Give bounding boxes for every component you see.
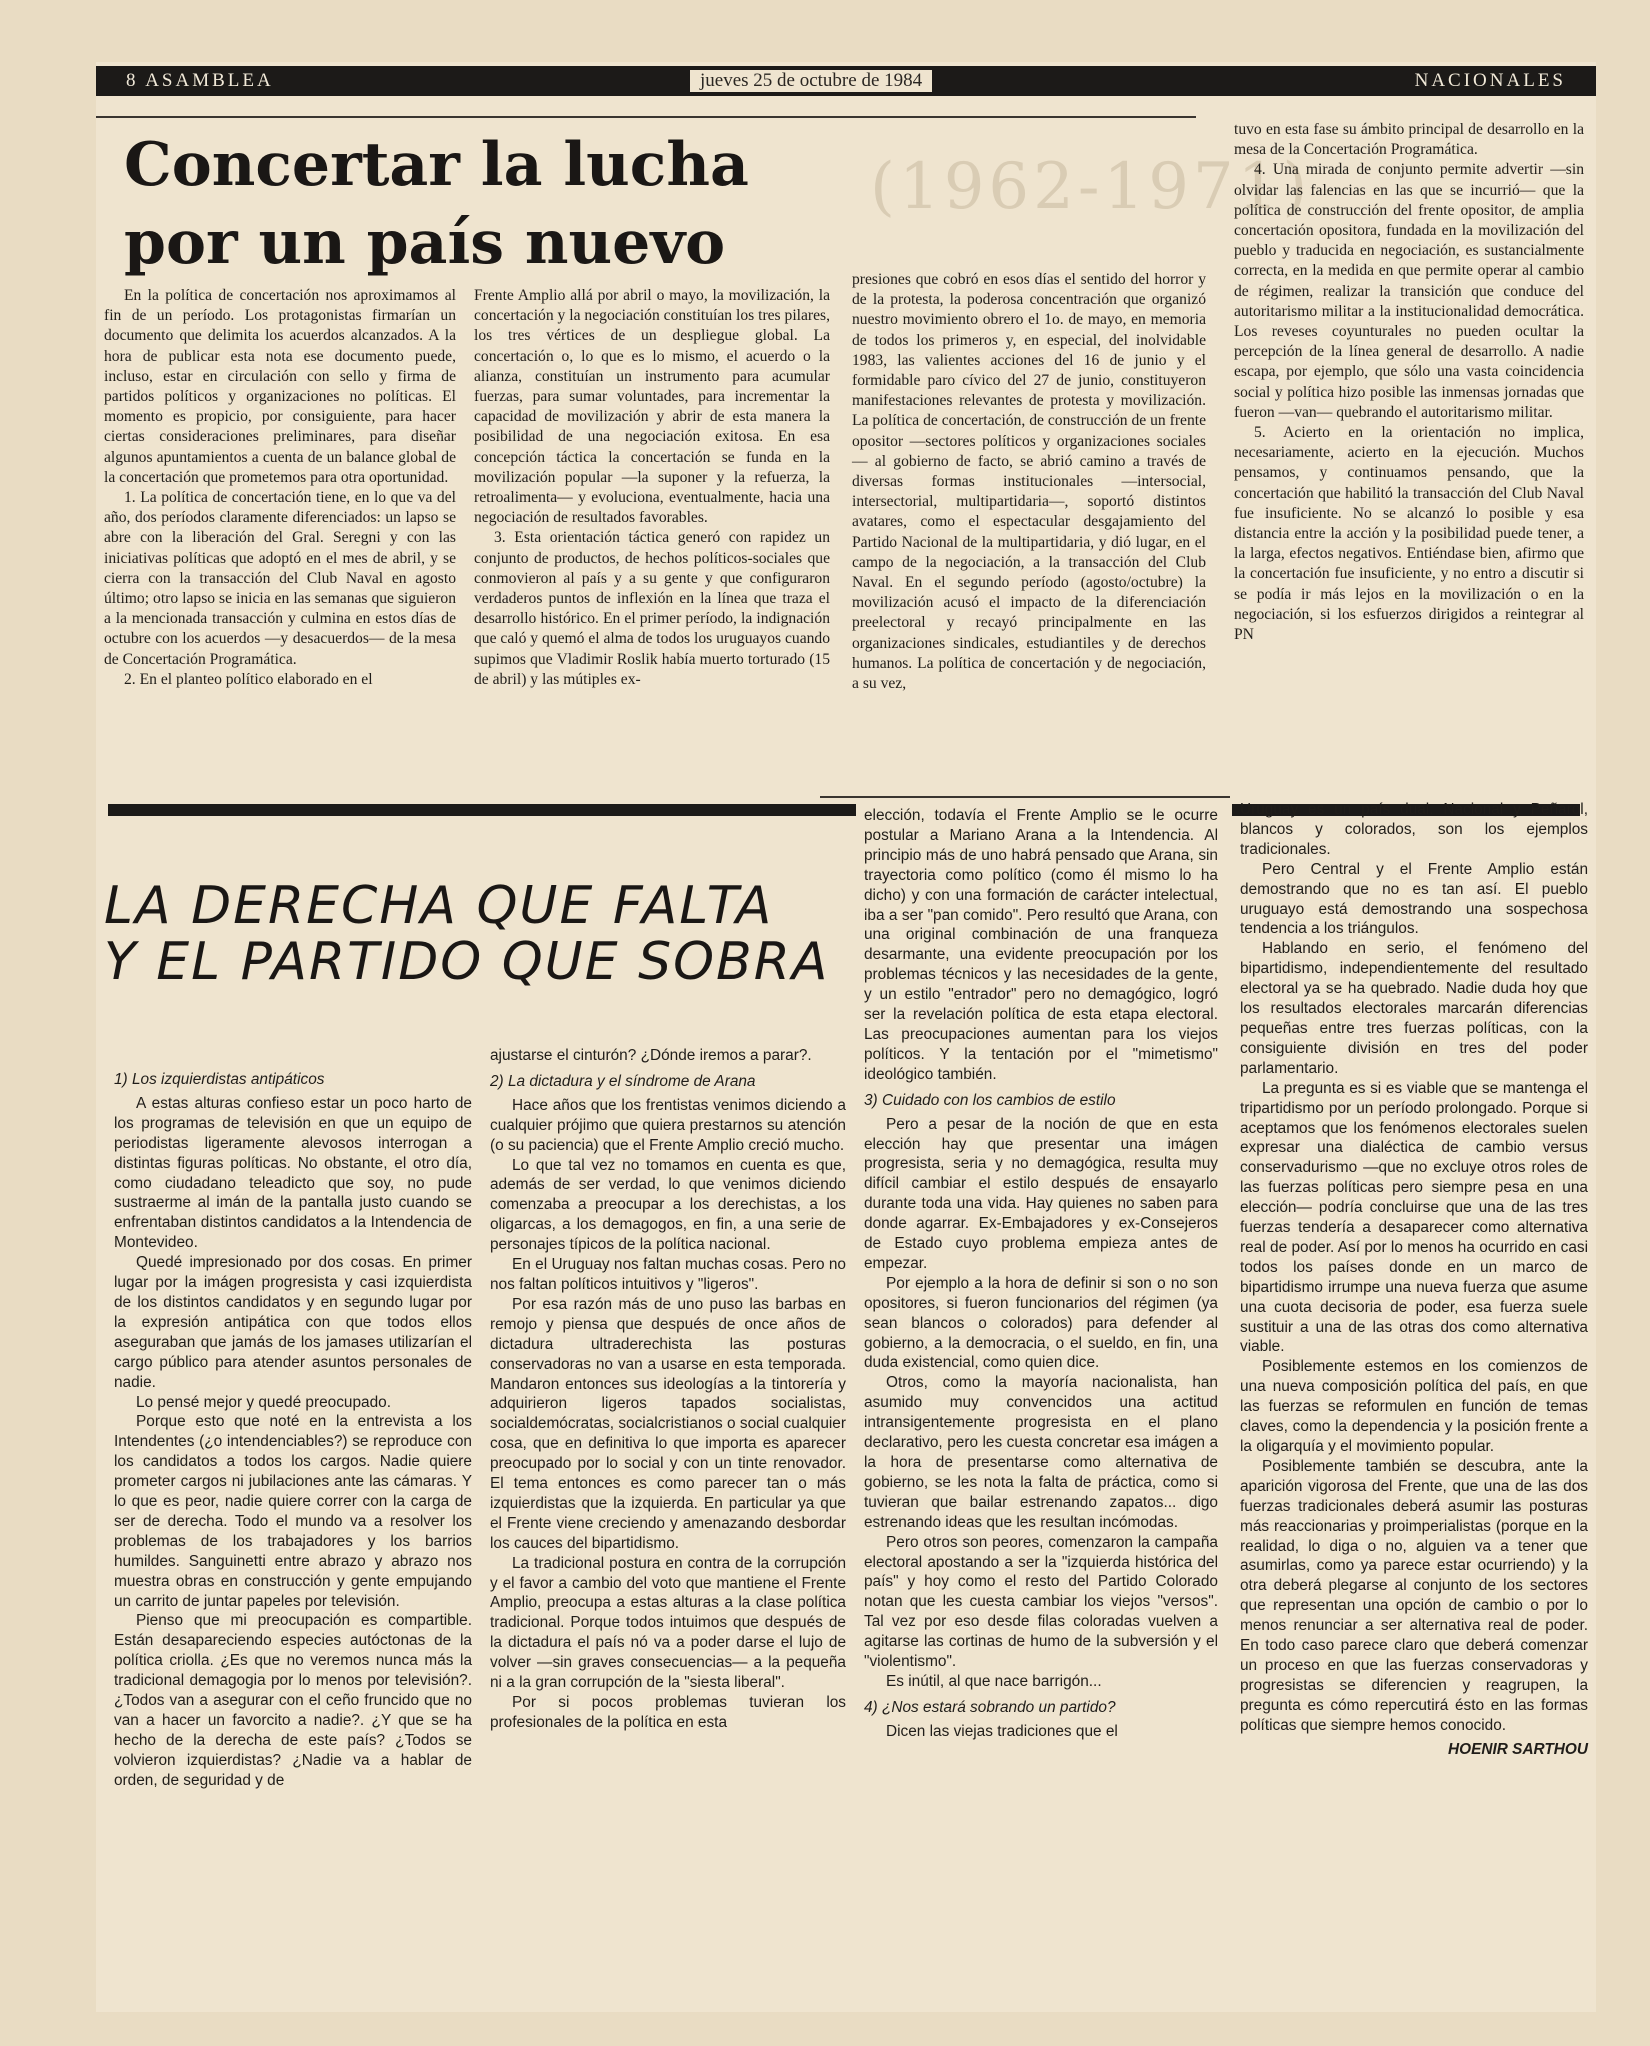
article2-column-1 [114, 1064, 472, 1791]
ghost-print-through: (1962-1971) [870, 150, 1312, 224]
article1-column-2 [474, 286, 830, 690]
date-line: jueves 25 de octubre de 1984 [690, 70, 932, 92]
article1-paragraph: 3. Esta orientación táctica generó con rapidez un conjunto de productos, de hechos políticos-sociales que conmovieron al país y a su gente y que configuraron verdaderos puntos de inflexión en la línea que traza el desarrollo histórico. En el primer período, la indignación que caló y quemó el alma de todos los uruguayos cuando supimos que Vladimir Roslik había muerto torturado (15 de abril) y las mútiples ex- [474, 529, 830, 688]
article1-paragraph: 2. En el planteo político elaborado en el [124, 670, 373, 688]
article2-paragraph: Porque esto que noté en la entrevista a los Intendentes (¿o intendenciables?) se reproduce con los candidatos a todos los cargos. Nadie quiere prometer cargos ni jubilaciones ante las cámaras. Y lo que es peor, nadie quiere correr con la carga de ser de derecha. Todo el mundo va a resolver los problemas de los trabajadores y los barrios humildes. Sanguinetti entre abrazo y abrazo nos muestra obras en construcción y gente empujando un carrito de juntar papeles por televisión. [114, 1413, 472, 1610]
article2-paragraph: Hace años que los frentistas venimos diciendo a cualquier prójimo que quiera prestarnos su atención (o su paciencia) que el Frente Amplio creció mucho. [490, 1096, 846, 1154]
article2-paragraph: Quedé impresionado por dos cosas. En primer lugar por la imágen progresista y casi izquierdista de los distintos candidatos y en segundo lugar por la expresión antipática con que todos ellos aseguraban que jamás de los jamases utilizarían el cargo público para atender asuntos personales de nadie. [114, 1254, 472, 1391]
article1-title: Concertar la lucha por un país nuevo [124, 130, 749, 278]
article2-paragraph: Uruguay es un país dual. Nacional y Peñarol, blancos y colorados, son los ejemplos tradicionales. [1240, 801, 1588, 858]
article1-paragraph: 5. Acierto en la orientación no implica, necesariamente, acierto en la ejecución. Muchos pensamos, y continuamos pensando, que la concertación que habilitó la transacción del Club Naval fue insuficiente. No se alcanzó lo posible y esa distancia entre la acción y la posibilidad puede tener, a la larga, efectos negativos. Entiéndase bien, afirmo que la concertación fue insuficiente, y no entro a discutir si se podía ir más lejos en la movilización o en la negociación, si los esfuerzos dirigidos a reintegrar al PN [1234, 424, 1584, 644]
article1-paragraph: En la política de concertación nos aproximamos al fin de un período. Los protagonistas firmarían un documento que delimita los acuerdos alcanzados. A la hora de publicar esta nota ese documento puede, incluso, estar en circulación con sello y firma de partidos políticos y organizaciones no políticas. El momento es propicio, por consiguiente, para hacer ciertas consideraciones preliminares, para diseñar algunos apuntamientos a cuenta de un balance global de la concertación que prometemos para otra oportunidad. [104, 287, 456, 486]
article2-paragraph: La tradicional postura en contra de la corrupción y el favor a cambio del voto que mantiene el Frente Amplio, preocupa a estas alturas a la clase política tradicional. Porque todos intuimos que después de la dictadura el país nó va a poder darse el lujo de volver —sin graves consecuencias— a la pequeña ni a la gran corrupción de la "siesta liberal". [490, 1554, 846, 1692]
article2-paragraph: Posiblemente también se descubra, ante la aparición vigorosa del Frente, que una de las dos fuerzas tradicionales deberá asumir las posturas más reaccionarias y proimperialistas (porque en la realidad, lo diga o no, alguien va a tener que asumirlas, como ya parece estar ocurriendo) y la otra deberá plegarse al conjunto de los sectores que representan una opción de cambio o por lo menos renunciar a ser alternativa real de poder. En todo caso parece claro que deberá comenzar un proceso en que las fuerzas conservadoras y progresistas se diferencien y reagrupen, la pregunta es cómo repercutirá ésto en las formas políticas que siempre hemos conocido. [1240, 1457, 1588, 1734]
article2-column-2 [490, 1046, 846, 1733]
article2-paragraph: Hablando en serio, el fenómeno del bipartidismo, independientemente del resultado electoral ya se ha quebrado. Nadie duda hoy que los resultados electorales marcarán diferencias pequeñas entre tres fuerzas políticas, con la consiguiente división en tres del poder parlamentario. [1240, 940, 1588, 1077]
article1-paragraph: presiones que cobró en esos días el sentido del horror y de la protesta, la poderosa concentración que organizó nuestro movimiento obrero el 1o. de mayo, en memoria de todos los primeros y, en especial, del inolvidable 1983, las valientes acciones del 16 de junio y el formidable paro cívico del 27 de junio, constituyeron manifestaciones relevantes de protesta y movilización. La política de concertación, de construcción de un frente opositor —sectores políticos y organizaciones sociales— al gobierno de facto, se abrió camino a través de diversas formas institucionales —intersocial, intersectorial, multipartidaria—, soportó distintos avatares, como el espectacular desgajamiento del Partido Nacional de la multipartidaria, y dió lugar, en el campo de la negociación, a la transacción del Club Naval. En el segundo período (agosto/octubre) la movilización acusó el impacto de la diferenciación preelectoral y recayó principalmente en las organizaciones sindicales, estudiantiles y de derechos humanos. La política de concertación y de negociación, a su vez, [852, 271, 1206, 693]
article2-title-line-2: Y EL PARTIDO QUE SOBRA [104, 932, 830, 992]
article2-paragraph: ajustarse el cinturón? ¿Dónde iremos a parar?. [490, 1047, 812, 1064]
article2-paragraph: Lo que tal vez no tomamos en cuenta es que, además de ser verdad, lo que venimos diciendo comenzaba a preocupar a los derechistas, a los oligarcas, a los demagogos, en fin, a una serie de personajes típicos de la política nacional. [490, 1156, 846, 1254]
article2-paragraph: Dicen las viejas tradiciones que el [886, 1722, 1118, 1740]
article2-paragraph: Es inútil, al que nace barrigón... [886, 1672, 1102, 1690]
article2-paragraph: En el Uruguay nos faltan muchas cosas. Pero no nos faltan políticos intuitivos y "ligeros". [490, 1256, 846, 1293]
article1-paragraph: 4. Una mirada de conjunto permite advertir —sin olvidar las falencias en las que se incurrió— que la política de construcción del frente opositor, de amplia concertación opositora, fundada en la movilización del pueblo y traducida en negociación, es sustancialmente correcta, en la medida en que permite operar al cambio de régimen, realizar la transición que conduce del autoritarismo militar a la institucionalidad democrática. Los reveses coyunturales no pueden ocultar la percepción de la línea general de desarrollo. A nadie escapa, por ejemplo, que sólo una vasta coincidencia social y política hizo posible las inmensas jornadas que fueron —van— quebrando el autoritarismo militar. [1234, 161, 1584, 421]
author-byline: HOENIR SARTHOU [1448, 1740, 1588, 1758]
article2-paragraph: Pero a pesar de la noción de que en esta elección hay que presentar una imágen progresista, seria y no demagógica, resulta muy difícil cambiar el estilo después de ensayarlo durante toda una vida. Hay quienes no saben para donde agarrar. Ex-Embajadores y ex-Consejeros de Estado cuyo problema empieza antes de empezar. [864, 1115, 1218, 1272]
article2-title [104, 878, 864, 990]
article2-column-4 [1240, 800, 1588, 1760]
article1-paragraph: tuvo en esta fase su ámbito principal de desarrollo en la mesa de la Concertación Programática. [1234, 121, 1584, 159]
article2-paragraph: Pero Central y el Frente Amplio están demostrando que no es tan así. El pueblo uruguayo está demostrando una sospechosa tendencia a los triángulos. [1240, 860, 1588, 938]
subheading: 1) Los izquierdistas antipáticos [114, 1071, 325, 1088]
page-number-section: 8 ASAMBLEA [126, 70, 274, 91]
article2-paragraph: Posiblemente estemos en los comienzos de una nueva composición política del país, en que las fuerzas se reformulen en función de temas claves, como la dependencia y la posición frente a la oligarquía y el movimiento popular. [1240, 1358, 1588, 1455]
article2-paragraph: La pregunta es si es viable que se mantenga el tripartidismo por un período prolongado. Porque si aceptamos que los fenómenos electorales suelen expresar una dialéctica de cambio versus conservadurismo —que no excluye otros roles de las fuerzas políticas pero siempre pesa en una elección— podría concluirse que una de las tres fuerzas tendería a desaparecer como alternativa real de poder. Así por lo menos ha ocurrido en casi todos los países donde en un marco de bipartidismo irrumpe una nueva fuerza que asume una cuota decisoria de poder, esa fuerza suele sustituir a una de las otras dos como alternativa viable. [1240, 1079, 1588, 1356]
article2-paragraph: A estas alturas confieso estar un poco harto de los programas de televisión en que un equipo de periodistas ligeramente alevosos interrogan a distintas figuras políticas. No obstante, el otro día, como ciudadano teleadicto que soy, no pude sustraerme al imán de la pantalla justo cuando se enfrentaban distintos candidatos a la Intendencia de Montevideo. [114, 1094, 472, 1252]
article1-column-3 [852, 270, 1206, 694]
header-thin-rule [96, 116, 1196, 118]
article2-paragraph: elección, todavía el Frente Amplio se le ocurre postular a Mariano Arana a la Intendencia. Al principio más de uno habrá pensado que Arana, sin trayectoria como político (como él mismo lo ha dicho) y con una formación de carácter intelectual, iba a ser "pan comido". Pero resultó que Arana, con una original combinación de una franqueza desarmante, una evidente preocupación por los problemas técnicos y las necesidades de la gente, y un estilo "entrador" pero no demagógico, logró ser la revelación política de esta etapa electoral. Las preocupaciones aumentan para los viejos políticos. Y la tentación por el "mimetismo" ideológico también. [864, 807, 1218, 1083]
article1-column-1 [104, 286, 456, 690]
article2-paragraph: Por ejemplo a la hora de definir si son o no son opositores, si fueron funcionarios del régimen (ya sean blancos o colorados) para defender al gobierno, a la democracia, o el sueldo, en fin, una duda existencial, como quien dice. [864, 1274, 1218, 1372]
section-divider [108, 804, 856, 816]
subheading: 2) La dictadura y el síndrome de Arana [490, 1072, 756, 1090]
article2-paragraph: Otros, como la mayoría nacionalista, han asumido muy convencidos una actitud intransigentemente progresista en el plano declarativo, pero les cuesta concretar esa imágen a la hora de presentarse como alternativa de gobierno, se les nota la falta de práctica, como si tuvieran que bailar estrenando zapatos... digo estrenando ideas que les resultan incómodas. [864, 1374, 1218, 1531]
article1-column-4 [1234, 120, 1584, 645]
subheading: 3) Cuidado con los cambios de estilo [864, 1091, 1116, 1109]
article1-paragraph: 1. La política de concertación tiene, en lo que va del año, dos períodos claramente diferenciados: un lapso se abre con la liberación del Gral. Seregni y con las iniciativas políticas que adoptó en el mes de abril, y se cierra con la transacción del Club Naval en agosto último; otro lapso se inicia en las semanas que siguieron a la mencionada transacción y culmina en estos días de octubre con los acuerdos —y desacuerdos— de la mesa de Concertación Programática. [104, 489, 456, 668]
article2-title-line-1: LA DERECHA QUE FALTA [104, 876, 774, 936]
article2-paragraph: Pero otros son peores, comenzaron la campaña electoral apostando a ser la "izquierda histórica del país" y hoy como el resto del Partido Colorado notan que les cuesta cambiar los viejos "versos". Tal vez por eso desde filas coloradas vuelven a agitarse las cortinas de humo de la subversión y el "violentismo". [864, 1533, 1218, 1671]
article2-column-3 [864, 806, 1218, 1742]
subheading: 4) ¿Nos estará sobrando un partido? [864, 1698, 1116, 1716]
article2-paragraph: Por esa razón más de uno puso las barbas en remojo y piensa que después de once años de dictadura ultraderechista las posturas conservadoras no van a usarse en esta temporada. Mandaron entonces sus ideologías a la tintorería y adquirieron ligeros tapados socialistas, socialdemócratas, socialcristianos o social cualquier cosa, que en definitiva lo que importa es aparecer preocupado por lo social y con un tinte renovador. El tema entonces es como parecer tan o más izquierdistas que la izquierda. En particular ya que el Frente viene creciendo y amenazando desbordar los cauces del bipartidismo. [490, 1295, 846, 1552]
article1-paragraph: Frente Amplio allá por abril o mayo, la movilización, la concertación y la negociación constituían los tres pilares, los tres vértices de un despliegue global. La concertación o, lo que es lo mismo, el acuerdo o la alianza, constituían un instrumento para acumular fuerzas, para sumar voluntades, para incrementar la capacidad de movilización y abrir de esta manera la posibilidad de una negociación exitosa. En esa concepción táctica la concertación se funda en la movilización popular —la suponer y la refuerza, la retroalimenta— y evoluciona, eventualmente, hacia una negociación de resultados favorables. [474, 287, 830, 527]
section-name: NACIONALES [1414, 70, 1566, 91]
article2-paragraph: Lo pensé mejor y quedé preocupado. [136, 1393, 391, 1411]
article2-paragraph: Por si pocos problemas tuvieran los profesionales de la política en esta [490, 1694, 846, 1731]
article1-bottom-rule [820, 796, 1230, 798]
article2-paragraph: Pienso que mi preocupación es compartible. Están desapareciendo especies autóctonas de la política criolla. ¿Es que no veremos nunca más la tradicional demagogia por lo menos por televisión?. ¿Todos van a asegurar con el ceño fruncido que no van a hacer un favorcito a nadie?. ¿Y que se ha hecho de la derecha de este país? ¿Todos se volvieron izquierdistas? ¿Nadie va a hablar de orden, de seguridad y de [114, 1612, 472, 1789]
